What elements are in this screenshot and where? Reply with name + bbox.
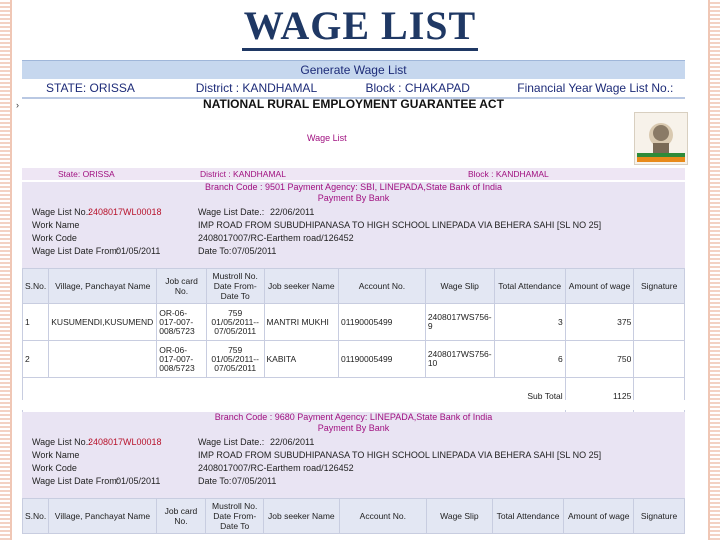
wage-list-no-filter[interactable]: Wage List No.: [595,81,674,95]
info-block: Block : KANDHAMAL [468,169,549,179]
branch-1-work-name-row: Work Name IMP ROAD FROM SUBUDHIPANASA TO HIGH SCHOOL LINEPADA VIA BEHERA SAHI [SL NO 25] [32,220,602,230]
col-amount: Amount of wage [564,499,634,534]
branch-1-payment-agency: Branch Code : 9501 Payment Agency: SBI, LINEPADA,State Bank of India [204,182,502,192]
info-state: State: ORISSA [58,169,115,179]
col-wageslip: Wage Slip [425,269,494,304]
subtotal-label: Sub Total [23,378,566,415]
wage-table-2 [22,498,685,534]
info-district: District : KANDHAMAL [200,169,286,179]
branch-2-work-name-row: Work Name IMP ROAD FROM SUBUDHIPANASA TO HIGH SCHOOL LINEPADA VIA BEHERA SAHI [SL NO 25] [32,450,602,460]
col-jobcard: Job card No. [156,499,206,534]
col-wageslip: Wage Slip [427,499,493,534]
branch-2-work-code-row: Work Code 2408017007/RC-Earthem road/126452 [32,463,354,473]
col-sno: S.No. [23,269,49,304]
col-amount: Amount of wage [565,269,634,304]
col-account: Account No. [339,499,426,534]
slide-title: WAGE LIST [0,2,720,49]
wage-table-1 [22,268,685,415]
col-village: Village, Panchayat Name [49,499,156,534]
block-filter[interactable]: Block : CHAKAPAD [365,81,470,95]
wage-list-heading: Wage List [307,133,347,143]
col-jobcard: Job card No. [157,269,207,304]
subtotal-value: 1125 [565,378,634,415]
district-filter[interactable]: District : KANDHAMAL [195,81,318,95]
col-mustroll: Mustroll No. Date From- Date To [206,499,264,534]
col-signature: Signature [634,499,685,534]
col-attendance: Total Attendance [492,499,564,534]
table-row: 2 OR-06-017-007-008/5723 759 01/05/2011-- 07/05/2011 KABITA 01190005499 2408017WS756-10 6 750 [23,341,685,378]
slide-border-left [0,0,12,540]
table-2-header-row [23,499,685,534]
branch-2-date-range-row: Wage List Date From: 01/05/2011 Date To: 07/05/2011 [32,476,277,486]
col-sno: S.No. [23,499,49,534]
bullet-marker: › [16,100,19,110]
col-village: Village, Panchayat Name [49,269,157,304]
col-account: Account No. [339,269,426,304]
section-gap [22,400,685,410]
branch-1-work-code-row: Work Code 2408017007/RC-Earthem road/126452 [32,233,354,243]
branch-1-payment-mode: Payment By Bank [317,193,390,203]
col-signature: Signature [634,269,685,304]
branch-1-date-range-row: Wage List Date From: 01/05/2011 Date To: 07/05/2011 [32,246,277,256]
col-mustroll: Mustroll No. Date From- Date To [206,269,264,304]
branch-2-wage-list-no-row: Wage List No.: 2408017WL00018 Wage List Date.: 22/06/2011 [32,437,315,447]
act-title: NATIONAL RURAL EMPLOYMENT GUARANTEE ACT [203,97,504,111]
state-filter[interactable]: STATE: ORISSA [46,81,135,95]
table-header-row [23,269,685,304]
generate-wage-list-bar: Generate Wage List [22,60,685,79]
branch-2-payment-agency: Branch Code : 9680 Payment Agency: LINEPADA,State Bank of India [214,412,493,422]
branch-block-2 [22,412,685,498]
location-info-bar [22,168,685,180]
table-row: 1 KUSUMENDI,KUSUMEND OR-06-017-007-008/5723 759 01/05/2011-- 07/05/2011 MANTRI MUKHI 01190005499 2408017WS756-9 3 375 [23,304,685,341]
wage-list-document [22,60,685,531]
col-attendance: Total Attendance [494,269,565,304]
col-jobseeker: Job seeker Name [264,269,339,304]
mahatma-gandhi-logo [634,112,688,165]
branch-block-1 [22,182,685,268]
col-jobseeker: Job seeker Name [264,499,340,534]
branch-2-payment-mode: Payment By Bank [317,423,390,433]
financial-year-filter[interactable]: Financial Year [517,81,593,95]
slide-border-right [708,0,720,540]
branch-1-wage-list-no-row: Wage List No.: 2408017WL00018 Wage List Date.: 22/06/2011 [32,207,315,217]
